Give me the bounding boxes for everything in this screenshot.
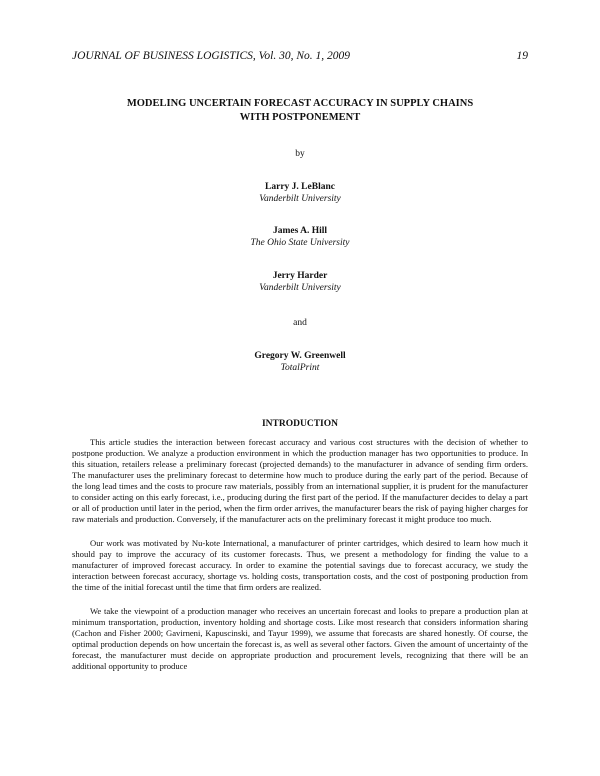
paragraph: Our work was motivated by Nu-kote International, a manufacturer of printer cartridges, which desired to learn how much it should pay to improve the accuracy of its customer forecasts. Thus, we present a methodology for finding the value to a manufacturer of improved forecast accuracy. In order to examine the potential savings due to forecast accuracy, we study the interaction between forecast accuracy, shortage vs. holding costs, transportation costs, and the cost of postponing production from the time of the initial forecast until the time that firm orders are realized. [72, 538, 528, 592]
paragraph: This article studies the interaction between forecast accuracy and various cost structures with the decision of whether to postpone production. We analyze a production environment in which the production manager has two opportunities to produce. In this situation, retailers release a preliminary forecast (projected demands) to the manufacturer in advance of sending firm orders. The manufacturer uses the preliminary forecast to determine how much to produce during the early part of the period. Because of the long lead times and the costs to procure raw materials, possibly from an international supplier, it is prudent for the manufacturer to consider acting on this early forecast, i.e., producing during the first part of the period. If the manufacturer decides to delay a part or all of production until later in the period, when the firm order arrives, the manufacturer bears the risk of paying higher charges for raw materials and production. Conversely, if the manufacturer acts on the preliminary forecast it might produce too much. [72, 437, 528, 524]
author-block [0, 270, 600, 294]
introduction-body [72, 437, 528, 685]
author-name: James A. Hill [272, 226, 328, 236]
author-affiliation: The Ohio State University [250, 238, 350, 248]
article-title [72, 97, 528, 125]
journal-citation: JOURNAL OF BUSINESS LOGISTICS, Vol. 30, No. 1, 2009 [72, 50, 351, 62]
page-number: 19 [516, 50, 528, 62]
author-name: Gregory W. Greenwell [254, 351, 346, 361]
author-block [0, 225, 600, 249]
title-line-2: WITH POSTPONEMENT [239, 112, 361, 123]
and-separator: and [293, 318, 307, 328]
author-affiliation: Vanderbilt University [259, 283, 341, 293]
section-heading: INTRODUCTION [261, 419, 338, 429]
paragraph: We take the viewpoint of a production manager who receives an uncertain forecast and looks to prepare a production plan at minimum transportation, production, inventory holding and shortage costs. Like most research that considers information sharing (Cachon and Fisher 2000; Gavirneni, Kapuscinski, and Tayur 1999), we assume that forecasts are shared honestly. Of course, the optimal production depends on how uncertain the forecast is, as well as several other factors. Given the amount of uncertainty of the forecast, the manufacturer must decide on appropriate production and procurement levels, recognizing that there will be an additional opportunity to produce [72, 606, 528, 671]
title-line-1: MODELING UNCERTAIN FORECAST ACCURACY IN SUPPLY CHAINS [126, 98, 474, 109]
author-affiliation: Vanderbilt University [259, 194, 341, 204]
author-block [0, 350, 600, 374]
author-block [0, 181, 600, 205]
byline: by [295, 149, 305, 159]
author-name: Larry J. LeBlanc [265, 182, 335, 192]
author-name: Jerry Harder [272, 271, 328, 281]
author-affiliation: TotalPrint [280, 363, 320, 373]
